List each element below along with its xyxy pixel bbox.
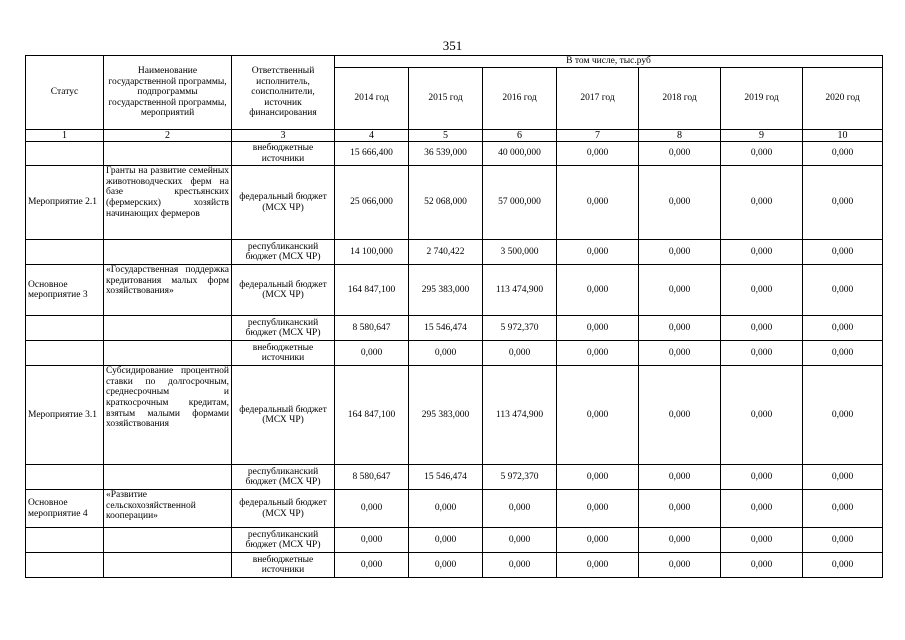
header-year: 2018 год [639, 68, 721, 130]
value-cell: 0,000 [639, 465, 721, 490]
column-number: 10 [803, 130, 883, 142]
column-number: 6 [483, 130, 557, 142]
source-cell: республиканский бюджет (МСХ ЧР) [232, 316, 335, 341]
value-cell: 0,000 [639, 166, 721, 240]
source-cell: федеральный бюджет (МСХ ЧР) [232, 265, 335, 316]
table-row [26, 166, 883, 240]
header-executor: Ответственный исполнитель, соисполнители, источник финансирования [232, 56, 335, 130]
value-cell: 52 068,000 [409, 166, 483, 240]
value-cell: 113 474,900 [483, 265, 557, 316]
column-number: 2 [104, 130, 232, 142]
source-cell: федеральный бюджет (МСХ ЧР) [232, 366, 335, 465]
source-cell: республиканский бюджет (МСХ ЧР) [232, 465, 335, 490]
column-number: 3 [232, 130, 335, 142]
table-row [26, 490, 883, 528]
value-cell: 3 500,000 [483, 240, 557, 265]
header-year: 2019 год [721, 68, 803, 130]
value-cell: 164 847,100 [335, 366, 409, 465]
value-cell: 0,000 [335, 341, 409, 366]
header-status: Статус [26, 56, 104, 130]
value-cell: 15 546,474 [409, 316, 483, 341]
value-cell: 0,000 [721, 166, 803, 240]
value-cell: 295 383,000 [409, 265, 483, 316]
value-cell: 0,000 [409, 528, 483, 553]
value-cell: 0,000 [409, 341, 483, 366]
name-cell [104, 240, 232, 265]
column-number: 4 [335, 130, 409, 142]
value-cell: 0,000 [557, 465, 639, 490]
source-cell: федеральный бюджет (МСХ ЧР) [232, 490, 335, 528]
value-cell: 14 100,000 [335, 240, 409, 265]
value-cell: 0,000 [483, 490, 557, 528]
value-cell: 0,000 [483, 528, 557, 553]
value-cell: 113 474,900 [483, 366, 557, 465]
value-cell: 0,000 [803, 142, 883, 166]
name-cell: «Развитие сельскохозяйственной кооперации» [104, 490, 232, 528]
column-number: 1 [26, 130, 104, 142]
value-cell: 0,000 [721, 528, 803, 553]
value-cell: 295 383,000 [409, 366, 483, 465]
value-cell: 0,000 [721, 265, 803, 316]
value-cell: 0,000 [557, 166, 639, 240]
status-cell: Основное мероприятие 4 [26, 490, 104, 528]
header-year: 2014 год [335, 68, 409, 130]
value-cell: 0,000 [639, 240, 721, 265]
status-cell [26, 240, 104, 265]
name-cell [104, 528, 232, 553]
value-cell: 40 000,000 [483, 142, 557, 166]
source-cell: внебюджетные источники [232, 142, 335, 166]
value-cell: 8 580,647 [335, 465, 409, 490]
value-cell: 0,000 [335, 553, 409, 578]
status-cell [26, 142, 104, 166]
name-cell: Гранты на развитие семейных животноводческих ферм на базе крестьянских (фермерских) хозяйств начинающих фермеров [104, 166, 232, 240]
value-cell: 0,000 [803, 240, 883, 265]
status-cell: Мероприятие 2.1 [26, 166, 104, 240]
column-number: 8 [639, 130, 721, 142]
value-cell: 0,000 [557, 341, 639, 366]
value-cell: 15 666,400 [335, 142, 409, 166]
page-number: 351 [442, 38, 463, 53]
value-cell: 0,000 [721, 142, 803, 166]
value-cell: 0,000 [639, 366, 721, 465]
table-row [26, 528, 883, 553]
value-cell: 0,000 [409, 553, 483, 578]
value-cell: 0,000 [803, 528, 883, 553]
value-cell: 5 972,370 [483, 465, 557, 490]
value-cell: 0,000 [721, 240, 803, 265]
value-cell: 5 972,370 [483, 316, 557, 341]
header-year: 2015 год [409, 68, 483, 130]
source-cell: внебюджетные источники [232, 553, 335, 578]
column-number: 5 [409, 130, 483, 142]
value-cell: 36 539,000 [409, 142, 483, 166]
value-cell: 0,000 [483, 341, 557, 366]
value-cell: 0,000 [721, 341, 803, 366]
value-cell: 8 580,647 [335, 316, 409, 341]
table-row [26, 553, 883, 578]
column-number: 9 [721, 130, 803, 142]
value-cell: 0,000 [639, 316, 721, 341]
table-row [26, 316, 883, 341]
value-cell: 0,000 [557, 553, 639, 578]
value-cell: 0,000 [721, 465, 803, 490]
value-cell: 0,000 [557, 490, 639, 528]
status-cell [26, 465, 104, 490]
value-cell: 0,000 [335, 490, 409, 528]
value-cell: 0,000 [639, 341, 721, 366]
value-cell: 0,000 [557, 240, 639, 265]
value-cell: 0,000 [557, 528, 639, 553]
table-row [26, 240, 883, 265]
value-cell: 0,000 [721, 366, 803, 465]
name-cell: «Государственная поддержка кредитования малых форм хозяйствования» [104, 265, 232, 316]
value-cell: 0,000 [639, 553, 721, 578]
header-including: В том числе, тыс.руб [335, 56, 883, 68]
header-year: 2016 год [483, 68, 557, 130]
header-name: Наименование государственной программы, подпрограммы государственной программы, мероприятий [104, 56, 232, 130]
name-cell [104, 341, 232, 366]
status-cell [26, 316, 104, 341]
value-cell: 0,000 [721, 553, 803, 578]
name-cell [104, 142, 232, 166]
status-cell: Основное мероприятие 3 [26, 265, 104, 316]
value-cell: 0,000 [803, 490, 883, 528]
value-cell: 0,000 [335, 528, 409, 553]
value-cell: 0,000 [803, 316, 883, 341]
value-cell: 0,000 [803, 265, 883, 316]
value-cell: 57 000,000 [483, 166, 557, 240]
value-cell: 0,000 [557, 142, 639, 166]
source-cell: федеральный бюджет (МСХ ЧР) [232, 166, 335, 240]
header-year: 2017 год [557, 68, 639, 130]
value-cell: 0,000 [803, 166, 883, 240]
value-cell: 0,000 [721, 490, 803, 528]
header-year: 2020 год [803, 68, 883, 130]
name-cell: Субсидирование процентной ставки по долгосрочным, среднесрочным и краткосрочным кредитам, взятым малыми формами хозяйствования [104, 366, 232, 465]
table-row [26, 142, 883, 166]
status-cell: Мероприятие 3.1 [26, 366, 104, 465]
source-cell: республиканский бюджет (МСХ ЧР) [232, 240, 335, 265]
source-cell: внебюджетные источники [232, 341, 335, 366]
name-cell [104, 553, 232, 578]
budget-table [25, 55, 883, 578]
table-row [26, 341, 883, 366]
value-cell: 0,000 [803, 341, 883, 366]
value-cell: 164 847,100 [335, 265, 409, 316]
name-cell [104, 465, 232, 490]
status-cell [26, 528, 104, 553]
source-cell: республиканский бюджет (МСХ ЧР) [232, 528, 335, 553]
table-row [26, 265, 883, 316]
value-cell: 2 740,422 [409, 240, 483, 265]
value-cell: 0,000 [483, 553, 557, 578]
table-row [26, 465, 883, 490]
value-cell: 15 546,474 [409, 465, 483, 490]
table-row [26, 366, 883, 465]
value-cell: 0,000 [557, 265, 639, 316]
value-cell: 25 066,000 [335, 166, 409, 240]
value-cell: 0,000 [639, 490, 721, 528]
value-cell: 0,000 [409, 490, 483, 528]
status-cell [26, 553, 104, 578]
value-cell: 0,000 [803, 366, 883, 465]
value-cell: 0,000 [639, 528, 721, 553]
value-cell: 0,000 [721, 316, 803, 341]
value-cell: 0,000 [639, 142, 721, 166]
value-cell: 0,000 [803, 553, 883, 578]
column-number: 7 [557, 130, 639, 142]
value-cell: 0,000 [557, 366, 639, 465]
value-cell: 0,000 [639, 265, 721, 316]
status-cell [26, 341, 104, 366]
value-cell: 0,000 [557, 316, 639, 341]
value-cell: 0,000 [803, 465, 883, 490]
name-cell [104, 316, 232, 341]
